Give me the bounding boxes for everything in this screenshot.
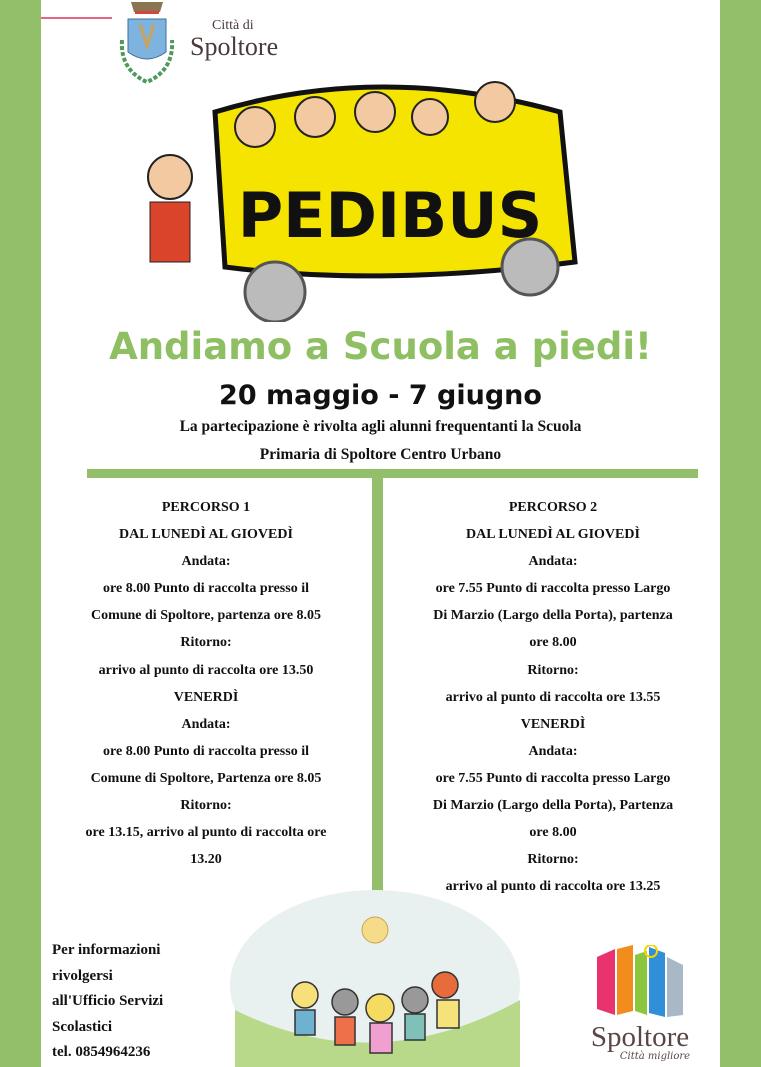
pink-accent-line [41, 17, 112, 19]
route-line: ore 8.00 Punto di raccolta presso il [103, 581, 309, 597]
route-line: Di Marzio (Largo della Porta), Partenza [432, 798, 674, 814]
route-line: DAL LUNEDÌ AL GIOVEDÌ [466, 527, 640, 543]
intro-line: La partecipazione è rivolta agli alunni frequentanti la Scuola [179, 418, 582, 435]
info-line: Per informazioni [52, 942, 161, 958]
left-green-border [0, 0, 41, 1067]
info-line: all'Ufficio Servizi [52, 993, 164, 1009]
route-line: ore 8.00 [529, 825, 577, 841]
horizontal-divider [87, 469, 698, 478]
route-1-panel [41, 494, 371, 873]
route-line: Andata: [181, 554, 231, 570]
city-prefix: Città di [212, 18, 254, 33]
route-line: ore 8.00 [529, 635, 577, 651]
route-line: Di Marzio (Largo della Porta), partenza [433, 608, 673, 624]
route-line: ore 7.55 Punto di raccolta presso Largo [435, 581, 671, 597]
colored-buildings-icon [595, 945, 685, 1017]
event-dates: 20 maggio - 7 giugno [219, 380, 542, 411]
info-line: Scolastici [52, 1018, 112, 1035]
vertical-divider [372, 478, 383, 908]
route-line: ore 8.00 Punto di raccolta presso il [103, 743, 309, 759]
contact-info [52, 938, 163, 1066]
bus-text: PEDIBUS [237, 179, 543, 252]
route-line: Ritorno: [180, 798, 232, 814]
route-line: arrivo al punto di raccolta ore 13.25 [445, 879, 661, 895]
city-of-spoltore-label [190, 18, 278, 60]
route-line: Comune di Spoltore, partenza ore 8.05 [90, 608, 322, 624]
intro-line: Primaria di Spoltore Centro Urbano [259, 446, 502, 463]
route-line: arrivo al punto di raccolta ore 13.50 [98, 662, 314, 678]
route-line: DAL LUNEDÌ AL GIOVEDÌ [119, 527, 293, 543]
pedibus-illustration [120, 72, 600, 322]
route-line: Ritorno: [527, 662, 579, 678]
route-line: 13.20 [190, 852, 222, 868]
page-title: Andiamo a Scuola a piedi! [109, 325, 652, 368]
route-line: VENERDÌ [520, 716, 586, 732]
route-line: arrivo al punto di raccolta ore 13.55 [445, 689, 661, 705]
logo-tagline: Città migliore [619, 1051, 691, 1062]
route-line: Andata: [528, 743, 578, 759]
route-line: ore 7.55 Punto di raccolta presso Largo [435, 770, 671, 786]
right-green-border [720, 0, 761, 1067]
route-line: ore 13.15, arrivo al punto di raccolta ore [85, 825, 327, 841]
route-line: Ritorno: [180, 635, 232, 651]
route-line: Comune di Spoltore, Partenza ore 8.05 [90, 770, 322, 786]
info-line: rivolgersi [52, 967, 113, 984]
route-line: Andata: [528, 554, 578, 570]
intro-text [41, 413, 720, 469]
route-line: Andata: [181, 716, 231, 732]
logo-name: Spoltore [590, 1021, 690, 1053]
city-name: Spoltore [190, 32, 279, 61]
route-line: PERCORSO 2 [508, 500, 598, 515]
phone-number: tel. 0854964236 [52, 1044, 151, 1060]
route-line: PERCORSO 1 [161, 500, 251, 515]
route-2-panel [386, 494, 720, 900]
spoltore-citta-migliore-logo [580, 945, 700, 1065]
children-sun-illustration [225, 890, 530, 1067]
route-line: Ritorno: [527, 852, 579, 868]
route-line: VENERDÌ [173, 689, 239, 705]
